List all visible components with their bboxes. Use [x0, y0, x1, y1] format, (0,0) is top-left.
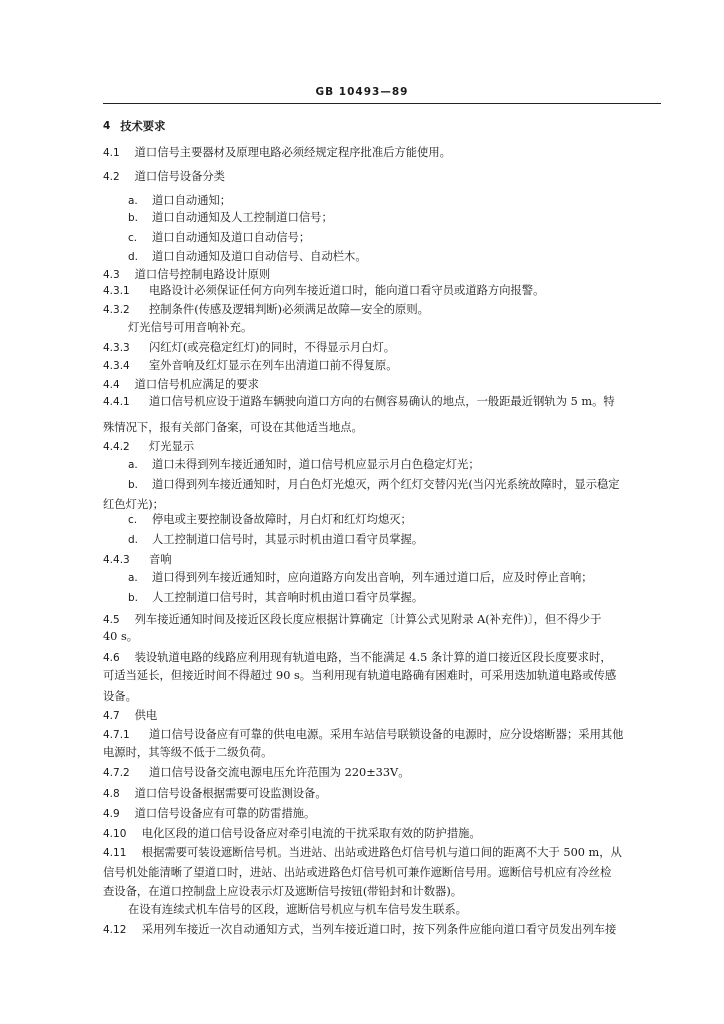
line-text: 道口自动通知及道口自动信号、自动栏木。	[152, 250, 367, 263]
text-line	[0, 742, 724, 764]
line-text: 道口信号主要器材及原理电路必须经规定程序批准后方能使用。	[134, 146, 451, 159]
line-text: 道口信号设备交流电源电压允许范围为 220±33V。	[149, 766, 410, 779]
text-line	[0, 899, 724, 921]
line-text: 电路设计必须保证任何方向列车接近道口时，能向道口看守员或道路方向报警。	[149, 284, 545, 297]
line-text: 采用列车接近一次自动通知方式，当列车接近道口时，按下列条件应能向道口看守员发出列车接	[141, 923, 617, 936]
text-line	[0, 762, 724, 784]
line-number: 4.6	[103, 652, 120, 664]
line-number: c.	[128, 514, 138, 526]
line-text: 人工控制道口信号时，其显示时机由道口看守员掌握。	[152, 533, 424, 546]
line-number: c.	[128, 232, 138, 244]
line-number: 4.12	[103, 924, 127, 936]
line-text: 道口未得到列车接近通知时，道口信号机应显示月白色稳定灯光；	[152, 458, 480, 471]
line-text: 道口信号机应设于道路车辆驶向道口方向的右侧容易确认的地点，一般距最近钢轨为 5 m。特	[149, 395, 615, 408]
line-number: 4.4.3	[103, 554, 130, 566]
line-number: b.	[128, 479, 139, 491]
line-text: 道口信号设备应有可靠的防雷措施。	[134, 807, 316, 820]
line-number: 4.3.2	[103, 304, 130, 316]
line-text: 在设有连续式机车信号的区段，遮断信号机应与机车信号发生联系。	[128, 903, 467, 916]
text-line	[0, 665, 724, 687]
header-rule	[103, 103, 661, 104]
line-text: 设备。	[103, 690, 137, 703]
line-text: 控制条件(传感及逻辑判断)必须满足故障—安全的原则。	[149, 303, 429, 316]
line-text: 道口信号设备应有可靠的供电电源。采用车站信号联锁设备的电源时，应分设熔断器；采用其他	[149, 728, 624, 741]
page-header: GB 10493—89	[315, 86, 409, 98]
line-number: 4.3.4	[103, 360, 130, 372]
text-line	[0, 842, 724, 864]
line-text: 电源时，其等级不低于二级负荷。	[103, 746, 273, 759]
line-text: 人工控制道口信号时，其音响时机由道口看守员掌握。	[152, 591, 424, 604]
line-number: 4.10	[103, 828, 127, 840]
line-text: 道口信号设备根据需要可设监测设备。	[134, 787, 327, 800]
line-text: 音响	[149, 553, 172, 566]
line-number: b.	[128, 592, 139, 604]
line-text: 电化区段的道口信号设备应对牵引电流的干扰采取有效的防护措施。	[141, 827, 481, 840]
text-line	[0, 115, 724, 137]
text-line	[0, 626, 724, 648]
line-text: 信号机处能清晰了望道口时，进站、出站或进路色灯信号机可兼作遮断信号用。遮断信号机应有冷丝检	[103, 866, 612, 879]
line-text: 殊情况下，报有关部门备案，可设在其他适当地点。	[103, 421, 363, 434]
line-text: 列车接近通知时间及接近区段长度应根据计算确定〔计算公式见附录 A(补充件)〕，但不得少于	[134, 613, 602, 626]
line-number: 4.7.1	[103, 729, 130, 741]
line-number: 4	[103, 120, 111, 132]
line-number: 4.1	[103, 147, 120, 159]
line-number: 4.4.2	[103, 441, 130, 453]
line-number: 4.2	[103, 171, 120, 183]
line-text: 根据需要可装设遮断信号机。当进站、出站或进路色灯信号机与道口间的距离不大于 500 m，从	[141, 846, 622, 859]
text-line	[0, 454, 724, 476]
line-text: 室外音响及红灯显示在列车出清道口前不得复原。	[149, 359, 398, 372]
line-number: 4.4	[103, 379, 120, 391]
text-line	[0, 207, 724, 229]
line-text: 道口信号机应满足的要求	[134, 378, 259, 391]
line-text: 查设备，在道口控制盘上应设表示灯及遮断信号按钮(带铅封和计数器)。	[103, 885, 463, 898]
line-text: 道口信号控制电路设计原则	[134, 268, 271, 281]
line-number: 4.5	[103, 614, 120, 626]
line-text: 道口信号设备分类	[134, 170, 225, 183]
line-number: 4.11	[103, 847, 127, 859]
line-number: a.	[128, 195, 138, 207]
line-text: 可适当延长，但接近时间不得超过 90 s。当利用现有轨道电路确有困难时，可采用迭加轨道电路或传感	[103, 669, 617, 682]
line-text: 道口自动通知；	[152, 194, 232, 207]
line-number: 4.7	[103, 710, 120, 722]
line-number: 4.3	[103, 269, 120, 281]
line-text: 40 s。	[103, 630, 139, 643]
line-number: d.	[128, 534, 139, 546]
line-text: 灯光信号可用音响补充。	[128, 321, 253, 334]
text-line	[0, 567, 724, 589]
text-line	[0, 509, 724, 531]
text-line	[0, 587, 724, 609]
line-text: 技术要求	[120, 119, 166, 133]
line-number: b.	[128, 212, 139, 224]
line-text: 供电	[134, 709, 158, 722]
line-text: 道口得到列车接近通知时，应向道路方向发出音响，列车通过道口后，应及时停止音响；	[152, 571, 593, 584]
text-line	[0, 474, 724, 496]
line-text: 道口自动通知及道口自动信号；	[152, 231, 311, 244]
line-text: 停电或主要控制设备故障时，月白灯和红灯均熄灭；	[152, 513, 412, 526]
line-text: 闪红灯(或亮稳定红灯)的同时，不得显示月白灯。	[149, 341, 396, 354]
text-line	[0, 783, 724, 805]
text-line	[0, 317, 724, 339]
text-line	[0, 529, 724, 551]
text-line	[0, 391, 724, 413]
line-text: 灯光显示	[149, 440, 195, 453]
text-line	[0, 919, 724, 941]
line-number: 4.3.3	[103, 342, 130, 354]
text-line	[0, 166, 724, 188]
text-line	[0, 142, 724, 164]
text-line	[0, 803, 724, 825]
line-number: 4.7.2	[103, 767, 130, 779]
line-number: 4.9	[103, 808, 120, 820]
line-number: a.	[128, 459, 138, 471]
line-text: 道口自动通知及人工控制道口信号；	[152, 211, 333, 224]
line-number: a.	[128, 572, 138, 584]
line-number: d.	[128, 251, 139, 263]
line-number: 4.8	[103, 788, 120, 800]
line-number: 4.3.1	[103, 285, 130, 297]
line-text: 道口得到列车接近通知时，月白色灯光熄灭，两个红灯交替闪光(当闪光系统故障时，显示稳定	[152, 478, 620, 491]
line-text: 红色灯光)；	[103, 498, 164, 511]
line-text: 装设轨道电路的线路应利用现有轨道电路，当不能满足 4.5 条计算的道口接近区段长度要求时，	[134, 651, 612, 664]
line-number: 4.4.1	[103, 396, 130, 408]
